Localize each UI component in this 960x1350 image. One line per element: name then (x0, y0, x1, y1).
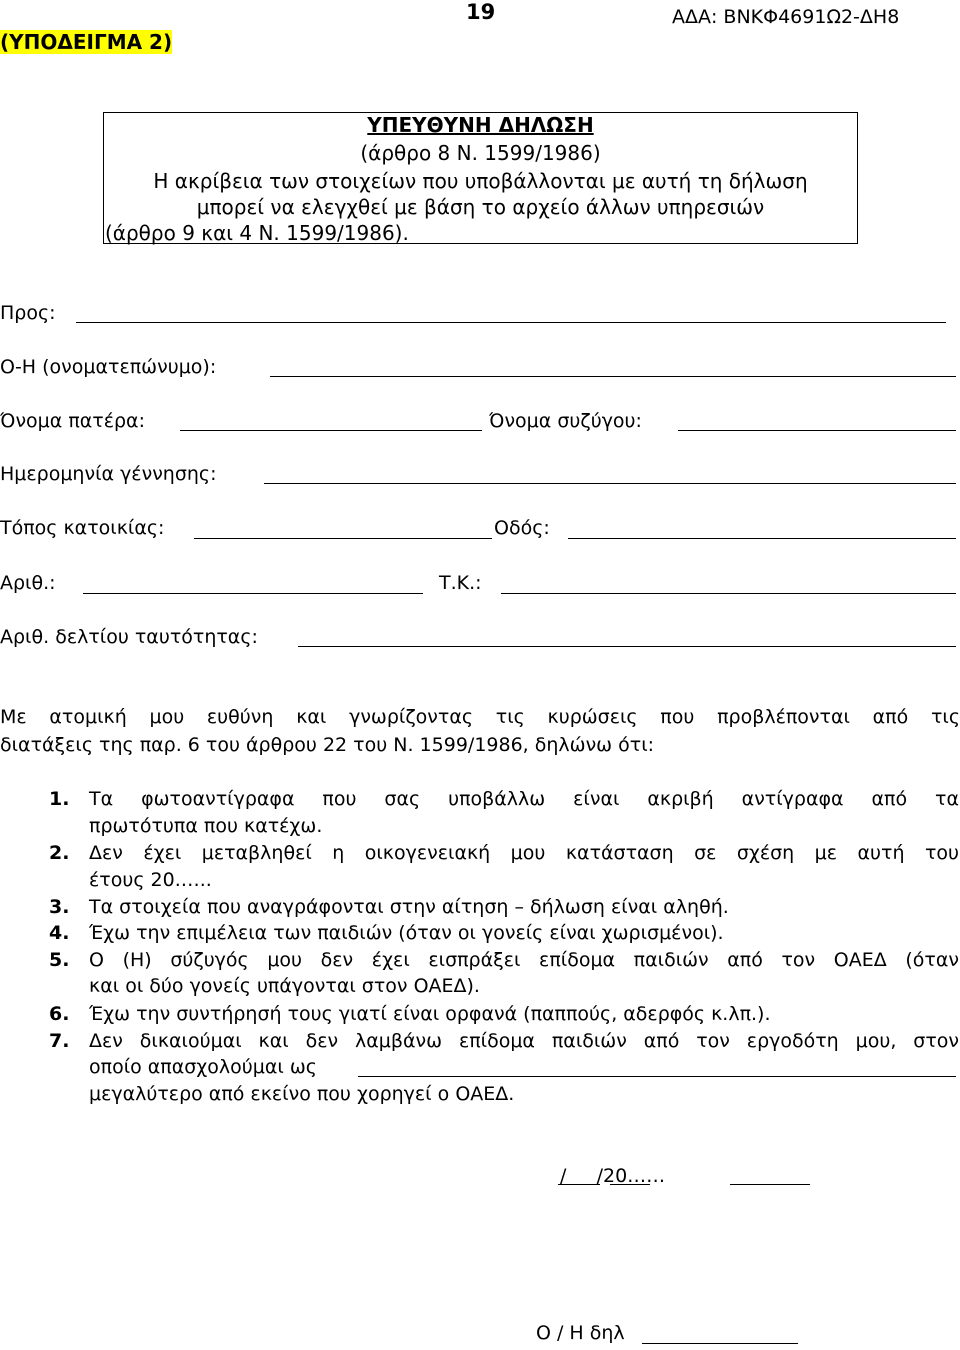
sample-label: (ΥΠΟΔΕΙΓΜΑ 2) (0, 30, 173, 54)
to-field[interactable] (76, 322, 946, 323)
postal-code-label: Τ.Κ.: (439, 572, 482, 594)
intro-line-2: διατάξεις της παρ. 6 του άρθρου 22 του Ν. 1599/1986, δηλώνω ότι: (0, 734, 655, 756)
item-number: 6. (49, 1003, 70, 1025)
number-label: Αριθ.: (0, 572, 56, 594)
page-number: 19 (466, 0, 496, 24)
law-reference: (άρθρο 8 Ν. 1599/1986) (360, 141, 601, 165)
item-2-line-1: Δεν έχει μεταβληθεί η οικογενειακή μου κατάσταση σε σχέση με αυτή του (89, 842, 959, 864)
item-3-line-1: Τα στοιχεία που αναγράφονται στην αίτηση – δήλωση είναι αληθή. (89, 896, 729, 918)
item-4-line-1: Έχω την επιμέλεια των παιδιών (όταν οι γονείς είναι χωρισμένοι). (89, 922, 724, 944)
intro-line-1: Με ατομική μου ευθύνη και γνωρίζοντας τις κυρώσεις που προβλέπονται από τις (0, 706, 960, 728)
item-7-line-3: μεγαλύτερο από εκείνο που χορηγεί ο ΟΑΕΔ. (89, 1083, 515, 1105)
name-label: Ο-Η (ονοματεπώνυμο): (0, 356, 217, 378)
postal-code-field[interactable] (501, 593, 956, 594)
note-line-1: Η ακρίβεια των στοιχείων που υποβάλλονται με αυτή τη δήλωση (153, 169, 808, 193)
item-6-line-1: Έχω την συντήρησή τους γιατί είναι ορφανά (παππούς, αδερφός κ.λπ.). (89, 1003, 771, 1025)
note-line-3: (άρθρο 9 και 4 Ν. 1599/1986). (105, 221, 409, 245)
to-label: Προς: (0, 302, 56, 324)
spouse-name-field[interactable] (678, 430, 956, 431)
item-number: 4. (49, 922, 70, 944)
name-field[interactable] (270, 376, 956, 377)
id-number-field[interactable] (298, 646, 956, 647)
signature-label: Ο / Η δηλ (536, 1322, 625, 1344)
father-name-field[interactable] (180, 430, 482, 431)
item-7-line-1: Δεν δικαιούμαι και δεν λαμβάνω επίδομα παιδιών από τον εργοδότη μου, στον (89, 1030, 959, 1052)
signature-field[interactable] (642, 1343, 798, 1344)
item-5-line-2: και οι δύο γονείς υπάγονται στον ΟΑΕΔ). (89, 975, 480, 997)
item-number: 3. (49, 896, 70, 918)
document-title: ΥΠΕΥΘΥΝΗ ΔΗΛΩΣΗ (367, 113, 594, 137)
item-number: 1. (49, 788, 70, 810)
item-7-line-2: οποίο απασχολούμαι ως (89, 1056, 317, 1078)
item-1-line-2: πρωτότυπα που κατέχω. (89, 815, 323, 837)
birthdate-label: Ημερομηνία γέννησης: (0, 463, 217, 485)
item-1-line-1: Τα φωτοαντίγραφα που σας υποβάλλω είναι ακριβή αντίγραφα από τα (89, 788, 959, 810)
date-year-field[interactable] (730, 1184, 810, 1185)
residence-label: Τόπος κατοικίας: (0, 517, 165, 539)
occupation-field[interactable] (358, 1076, 956, 1077)
item-number: 5. (49, 949, 70, 971)
item-number: 2. (49, 842, 70, 864)
item-number: 7. (49, 1030, 70, 1052)
ada-code: ΑΔΑ: ΒΝΚΦ4691Ω2-ΔΗ8 (672, 6, 900, 28)
item-5-line-1: Ο (Η) σύζυγός μου δεν έχει εισπράξει επίδομα παιδιών από τον ΟΑΕΔ (όταν (89, 949, 959, 971)
father-name-label: Όνομα πατέρα: (0, 410, 145, 432)
number-field[interactable] (83, 593, 423, 594)
residence-field[interactable] (194, 538, 492, 539)
id-number-label: Αριθ. δελτίου ταυτότητας: (0, 626, 258, 648)
street-label: Οδός: (494, 517, 550, 539)
birthdate-field[interactable] (264, 483, 956, 484)
item-2-line-2: έτους 20.….. (89, 869, 212, 891)
spouse-name-label: Όνομα συζύγου: (489, 410, 642, 432)
street-field[interactable] (568, 538, 956, 539)
date-text: / /20…… (560, 1165, 666, 1187)
note-line-2: μπορεί να ελεγχθεί με βάση το αρχείο άλλων υπηρεσιών (196, 195, 765, 219)
